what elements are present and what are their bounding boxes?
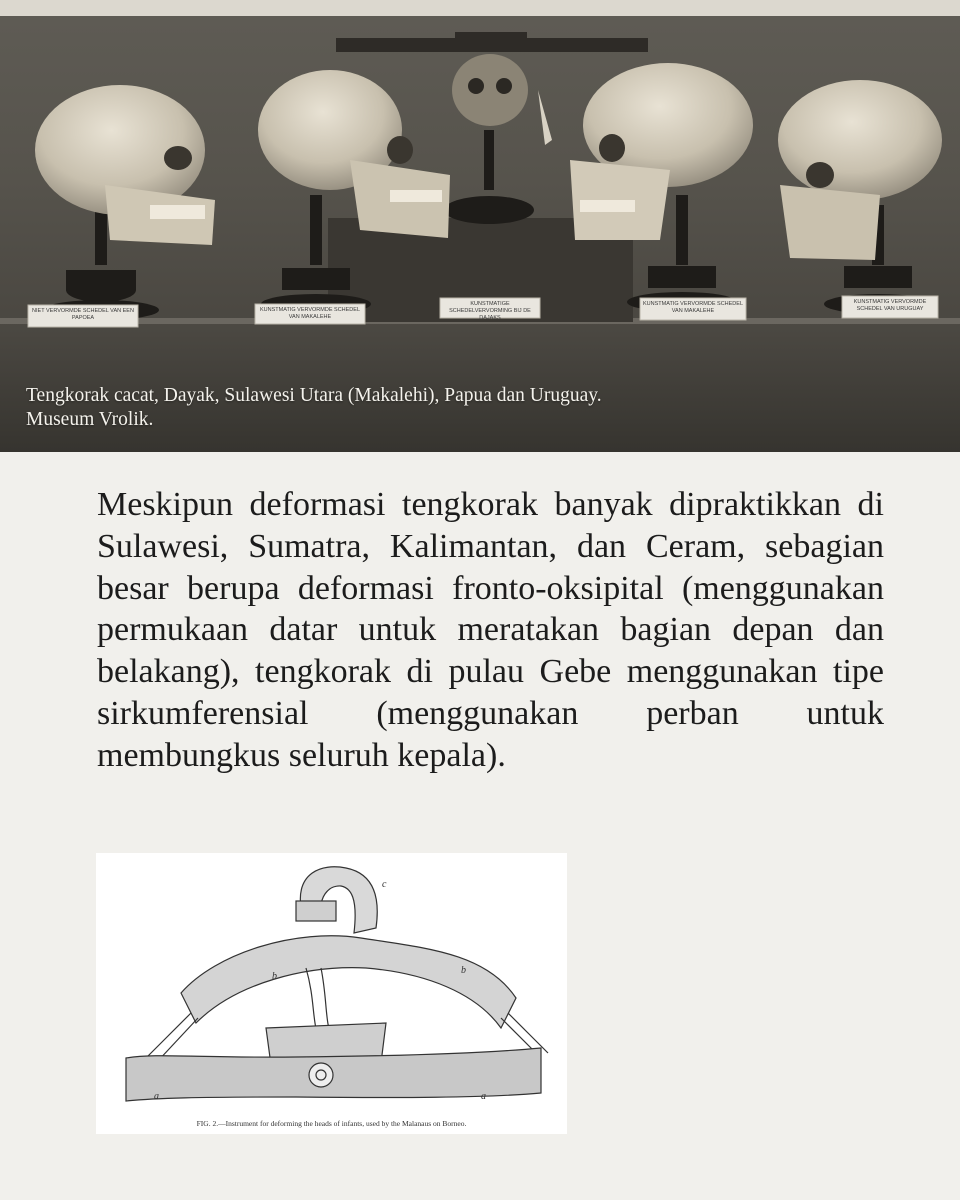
- photo-caption-line: Tengkorak cacat, Dayak, Sulawesi Utara (Makalehi), Papua dan Uruguay.: [26, 385, 602, 406]
- figure-letter-b: b: [272, 971, 277, 982]
- museum-photo: [0, 0, 960, 452]
- figure-letter-c: c: [382, 879, 387, 890]
- plaque-label: KUNSTMATIG VERVORMDE SCHEDEL VAN URUGUAY: [853, 299, 927, 312]
- skull-papua: [35, 85, 215, 245]
- figure-letter-b: b: [461, 965, 466, 976]
- figure-letter-a: a: [154, 1091, 159, 1102]
- figure-letter-a: a: [481, 1091, 486, 1102]
- photo-caption: [26, 384, 926, 432]
- plaque-label: NIET VERVORMDE SCHEDEL VAN EEN PAPOEA: [32, 308, 134, 321]
- body-paragraph: Meskipun deformasi tengkorak banyak dipraktikkan di Sulawesi, Sumatra, Kalimantan, dan Ceram, sebagian besar berupa deformasi fronto-oksipital (menggunakan permukaan datar untuk meratakan bagian depan dan belakang), tengkorak di pulau Gebe menggunakan tipe sirkumferensial (menggunakan perban untuk membungkus seluruh kepala).: [97, 486, 884, 774]
- deforming-instrument-illustration: [96, 853, 567, 1134]
- figure-caption: FIG. 2.—Instrument for deforming the heads of infants, used by the Malanaus on Borneo.: [196, 1119, 467, 1128]
- skull-makalehe-left: [258, 70, 450, 238]
- photo-caption-line: Museum Vrolik.: [26, 409, 154, 430]
- engraving-figure: [96, 853, 567, 1134]
- skull-makalehe-right: [570, 63, 753, 240]
- plaque-label: KUNSTMATIGE SCHEDELVERVORMING BIJ DE DAJAKS: [449, 301, 531, 321]
- plaque-label: KUNSTMATIG VERVORMDE SCHEDEL VAN MAKALEHE: [259, 307, 361, 320]
- skull-uruguay: [778, 80, 942, 260]
- plaque-label: KUNSTMATIG VERVORMDE SCHEDEL VAN MAKALEHE: [642, 301, 744, 314]
